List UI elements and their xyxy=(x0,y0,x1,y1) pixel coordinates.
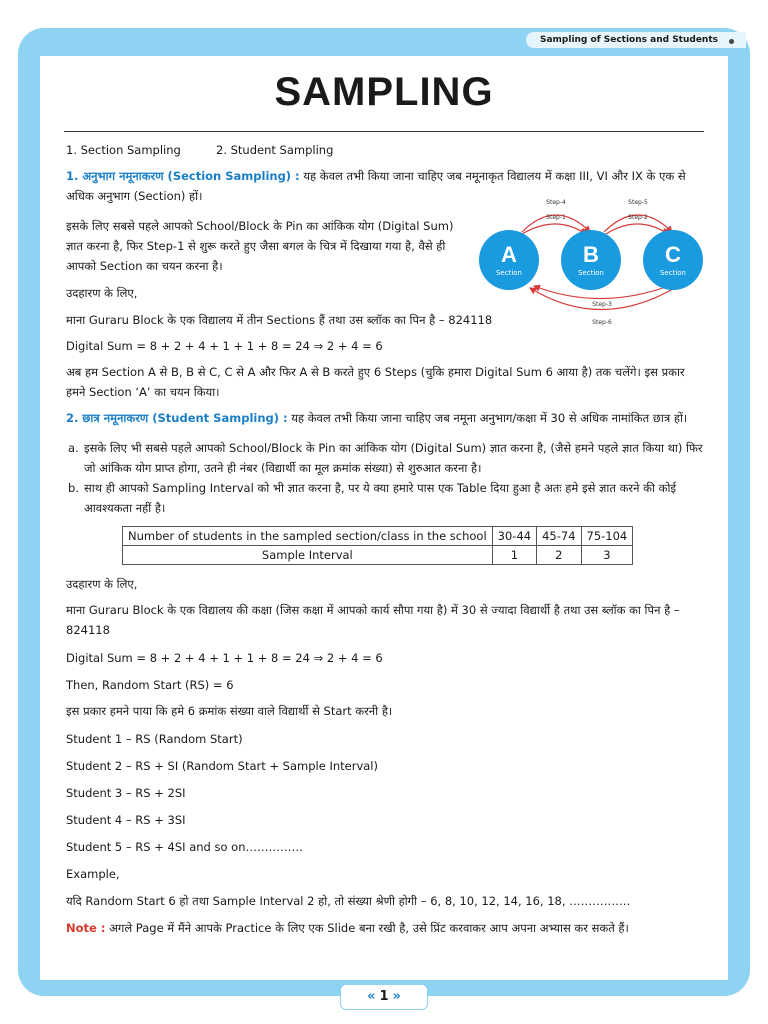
list-item-text: साथ ही आपको Sampling Interval को भी ज्ञात करना है, पर ये क्या हमारे पास एक Table दिया हुआ है अतः हमे इसे ज्ञात करने की कोई आवश्यकता नहीं है। xyxy=(84,481,677,515)
step-label: Step-2 xyxy=(628,214,648,221)
step-label: Step-1 xyxy=(546,214,566,221)
list-item-text: इसके लिए भी सबसे पहले आपको School/Block के Pin का आंकिक योग (Digital Sum) ज्ञात करना है, (जैसे हमने पहले ज्ञात किया था) फिर जो आंकिक योग प्राप्त होगा, उतने ही नंबर (विद्यार्थी का मूल क्रमांक संख्या) से शुरुआत करना है। xyxy=(84,441,703,475)
sampling-types xyxy=(66,140,706,160)
section-cycle-svg xyxy=(478,194,718,332)
page-content xyxy=(40,56,728,980)
sample-interval-table xyxy=(122,526,633,565)
header-tag xyxy=(526,32,746,48)
page-navigation xyxy=(340,984,428,1010)
table-row xyxy=(123,546,633,565)
student-step-4: Student 4 – RS + 3SI xyxy=(66,813,186,827)
note xyxy=(66,918,706,938)
section-c-label: Section xyxy=(659,269,687,277)
table-cell: Number of students in the sampled section/class in the school xyxy=(123,527,493,546)
section-sampling-intro-text: यह केवल तभी किया जाना चाहिए जब नमूनाकृत विद्यालय में कक्षा III, VI और IX के एक से अधिक अनुभाग (Section) हों। xyxy=(66,169,686,203)
example-label: Example, xyxy=(66,867,120,881)
list-item xyxy=(68,478,704,518)
table-cell: 30-44 xyxy=(492,527,536,546)
note-text: अगले Page में मैंने आपके Practice के लिए एक Slide बना रखी है, उसे प्रिंट करवाकर आप अपना अभ्यास कर सकते हैं। xyxy=(109,921,629,935)
section-example-text: माना Guraru Block के एक विद्यालय में तीन Sections हैं तथा उस ब्लॉक का पिन है – 824118 xyxy=(66,313,493,327)
table-cell: 75-104 xyxy=(581,527,633,546)
section-sampling-method: इसके लिए सबसे पहले आपको School/Block के Pin का आंकिक योग (Digital Sum) ज्ञात करना है, फिर Step-1 से शुरू करते हुए जैसा बगल के चित्र में दिखाया गया है, वैसे ही आपको Section का चयन करना है। xyxy=(66,219,454,273)
title-divider xyxy=(64,131,704,132)
student-sampling-intro xyxy=(66,408,706,428)
section-c-letter: C xyxy=(665,242,681,267)
bullet-icon xyxy=(729,39,734,44)
section-example-label: उदहारण के लिए, xyxy=(66,286,138,300)
step-label: Step-5 xyxy=(628,199,648,206)
table-cell: 45-74 xyxy=(537,527,581,546)
note-label: Note : xyxy=(66,921,106,935)
example-text: यदि Random Start 6 हो तथा Sample Interval 2 हो, तो संख्या श्रेणी होगी – 6, 8, 10, 12, 14, 16, 18, ……………. xyxy=(66,894,631,908)
section-b-letter: B xyxy=(583,242,599,267)
student-sampling-heading: 2. छात्र नमूनाकरण (Student Sampling) : xyxy=(66,411,288,425)
double-chevron-right-icon[interactable]: » xyxy=(392,989,401,1004)
step-label: Step-3 xyxy=(592,301,612,308)
step-arrow-a-b-lower xyxy=(522,224,586,234)
section-b-label: Section xyxy=(577,269,605,277)
table-cell: Sample Interval xyxy=(123,546,493,565)
page-number: 1 xyxy=(379,989,389,1004)
step-arrow-b-c-lower xyxy=(606,224,668,234)
page-title: SAMPLING xyxy=(274,70,494,114)
table-cell: 3 xyxy=(581,546,633,565)
list-marker: b. xyxy=(68,481,79,495)
student-step-5: Student 5 – RS + 4SI and so on…………… xyxy=(66,840,304,854)
table-cell: 2 xyxy=(537,546,581,565)
header-tag-text: Sampling of Sections and Students xyxy=(539,35,718,45)
student-digital-sum: Digital Sum = 8 + 2 + 4 + 1 + 1 + 8 = 24 ⇒ 2 + 4 = 6 xyxy=(66,651,383,665)
random-start-observation: इस प्रकार हमने पाया कि हमे 6 क्रमांक संख्या वाले विद्यार्थी से Start करनी है। xyxy=(66,704,393,718)
section-sampling-heading: 1. अनुभाग नमूनाकरण (Section Sampling) : xyxy=(66,169,300,183)
section-result: अब हम Section A से B, B से C, C से A और फिर A से B करते हुए 6 Steps (चुकि हमारा Digital Sum 6 आया है) तक चलेंगे। इस प्रकार हमने Section ‘A’ का चयन किया। xyxy=(66,365,685,399)
list-item xyxy=(68,438,704,478)
section-digital-sum: Digital Sum = 8 + 2 + 4 + 1 + 1 + 8 = 24 ⇒ 2 + 4 = 6 xyxy=(66,339,383,353)
section-a-letter: A xyxy=(501,242,517,267)
student-step-1: Student 1 – RS (Random Start) xyxy=(66,732,243,746)
student-sampling-intro-text: यह केवल तभी किया जाना चाहिए जब नमूना अनुभाग/कक्षा में 30 से अधिक नामांकित छात्र हों। xyxy=(291,411,688,425)
random-start: Then, Random Start (RS) = 6 xyxy=(66,678,234,692)
section-a-label: Section xyxy=(495,269,523,277)
section-cycle-diagram xyxy=(478,194,718,332)
double-chevron-left-icon[interactable]: « xyxy=(367,989,376,1004)
sampling-type-2: 2. Student Sampling xyxy=(216,143,334,157)
student-example-label: उदहारण के लिए, xyxy=(66,577,138,591)
table-cell: 1 xyxy=(492,546,536,565)
student-example-text: माना Guraru Block के एक विद्यालय की कक्षा (जिस कक्षा में आपको कार्य सौपा गया है) में 30 से ज्यादा विद्यार्थी है तथा उस ब्लॉक का पिन है – 824118 xyxy=(66,603,680,637)
sampling-type-1: 1. Section Sampling xyxy=(66,143,181,157)
table-row xyxy=(123,527,633,546)
list-marker: a. xyxy=(68,441,79,455)
step-label: Step-4 xyxy=(546,199,566,206)
step-label: Step-6 xyxy=(592,319,612,326)
student-step-2: Student 2 – RS + SI (Random Start + Sample Interval) xyxy=(66,759,378,773)
student-step-3: Student 3 – RS + 2SI xyxy=(66,786,186,800)
